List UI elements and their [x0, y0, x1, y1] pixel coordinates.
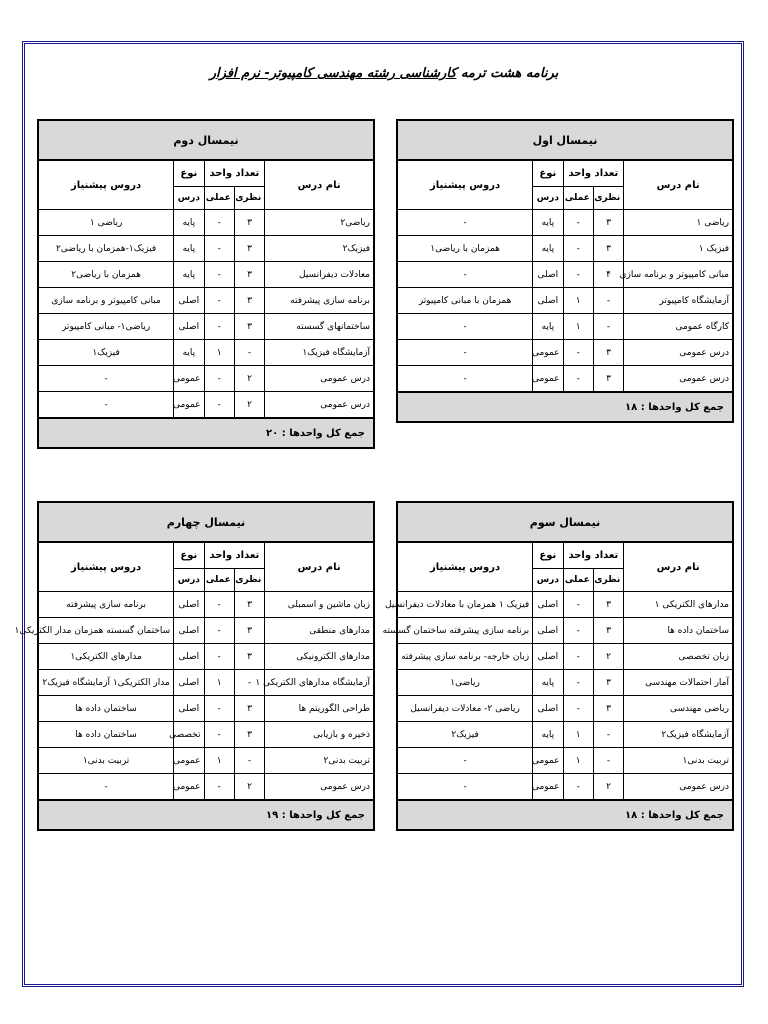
header-type-top: نوع — [174, 542, 204, 569]
course-name: درس عمومی — [265, 366, 374, 392]
course-prereq: زبان خارجه- برنامه سازی پیشرفته — [397, 644, 533, 670]
theory-units: ۳ — [593, 340, 623, 366]
course-type: اصلی — [174, 592, 204, 618]
theory-units: ۴ — [593, 262, 623, 288]
course-name: ریاضی۲ — [265, 210, 374, 236]
course-name: درس عمومی — [624, 774, 733, 801]
practical-units: - — [563, 592, 593, 618]
course-prereq: تربیت بدنی۱ — [38, 748, 174, 774]
practical-units: - — [204, 314, 234, 340]
practical-units: - — [563, 644, 593, 670]
course-name: ریاضی مهندسی — [624, 696, 733, 722]
course-row — [38, 722, 374, 748]
course-prereq: همزمان با ریاضی۱ — [397, 236, 533, 262]
course-row — [38, 340, 374, 366]
semester-2-table — [37, 119, 375, 449]
course-row — [397, 340, 733, 366]
course-prereq: ساختمان داده ها — [38, 722, 174, 748]
practical-units: - — [204, 592, 234, 618]
course-name: زبان ماشین و اسمبلی — [265, 592, 374, 618]
course-row — [38, 288, 374, 314]
course-name: ذخیره و بازیابی — [265, 722, 374, 748]
practical-units: - — [204, 236, 234, 262]
course-prereq: ریاضی ۱ — [38, 210, 174, 236]
theory-units: ۳ — [593, 696, 623, 722]
course-type: پایه — [533, 670, 563, 696]
course-name: تربیت بدنی۲ — [265, 748, 374, 774]
course-row — [38, 314, 374, 340]
practical-units: ۱ — [204, 340, 234, 366]
course-prereq: برنامه سازی پیشرفته ساختمان گسسته — [397, 618, 533, 644]
semester-3-table — [382, 501, 734, 831]
practical-units: - — [204, 392, 234, 419]
course-row — [38, 262, 374, 288]
course-row — [397, 748, 733, 774]
course-type: اصلی — [174, 314, 204, 340]
course-row — [397, 644, 733, 670]
course-name: ساختمان داده ها — [624, 618, 733, 644]
header-theory: نظری — [593, 569, 623, 592]
theory-units: ۳ — [234, 288, 264, 314]
theory-units: ۲ — [234, 392, 264, 419]
practical-units: - — [563, 774, 593, 801]
header-course-name: نام درس — [265, 160, 374, 210]
course-type: پایه — [533, 236, 563, 262]
course-type: عمومی — [533, 774, 563, 801]
course-row — [397, 288, 733, 314]
course-row — [38, 644, 374, 670]
course-prereq: - — [38, 774, 174, 801]
course-type: اصلی — [174, 618, 204, 644]
course-prereq: فیزیک۱ — [38, 340, 174, 366]
course-prereq: - — [397, 314, 533, 340]
semester-1-table — [396, 119, 734, 423]
practical-units: ۱ — [563, 288, 593, 314]
practical-units: - — [563, 618, 593, 644]
semester-total: جمع کل واحدها : ۱۸ — [397, 392, 733, 422]
course-name: برنامه سازی پیشرفته — [265, 288, 374, 314]
practical-units: - — [563, 670, 593, 696]
course-prereq: - — [38, 392, 174, 419]
course-type: پایه — [533, 722, 563, 748]
course-type: عمومی — [174, 748, 204, 774]
course-row — [38, 618, 374, 644]
practical-units: - — [563, 366, 593, 393]
course-type: اصلی — [533, 592, 563, 618]
course-name: درس عمومی — [624, 340, 733, 366]
course-prereq: برنامه سازی پیشرفته — [38, 592, 174, 618]
header-practical: عملی — [204, 569, 234, 592]
course-name: آزمایشگاه کامپیوتر — [624, 288, 733, 314]
semester-total: جمع کل واحدها : ۱۸ — [397, 800, 733, 830]
course-row — [38, 366, 374, 392]
course-type: پایه — [174, 210, 204, 236]
theory-units: ۳ — [593, 210, 623, 236]
course-name: طراحی الگوریتم ها — [265, 696, 374, 722]
course-row — [397, 592, 733, 618]
theory-units: ۳ — [593, 366, 623, 393]
semester-title: نیمسال اول — [397, 120, 733, 160]
practical-units: - — [563, 340, 593, 366]
course-type: اصلی — [174, 644, 204, 670]
practical-units: - — [204, 366, 234, 392]
course-row — [38, 236, 374, 262]
course-name: درس عمومی — [624, 366, 733, 393]
course-type: اصلی — [533, 288, 563, 314]
course-type: عمومی — [533, 340, 563, 366]
theory-units: ۳ — [593, 618, 623, 644]
theory-units: ۳ — [234, 236, 264, 262]
semester-4-table — [14, 501, 375, 831]
course-prereq: - — [397, 748, 533, 774]
theory-units: - — [593, 314, 623, 340]
course-name: تربیت بدنی۱ — [624, 748, 733, 774]
course-type: پایه — [174, 236, 204, 262]
course-type: اصلی — [533, 644, 563, 670]
course-prereq: همزمان با مبانی کامپیوتر — [397, 288, 533, 314]
header-type-top: نوع — [174, 160, 204, 187]
theory-units: - — [234, 670, 264, 696]
semester-total: جمع کل واحدها : ۱۹ — [38, 800, 374, 830]
theory-units: ۳ — [593, 592, 623, 618]
header-type-bottom: درس — [174, 569, 204, 592]
course-type: عمومی — [533, 748, 563, 774]
course-type: اصلی — [533, 696, 563, 722]
course-type: اصلی — [533, 262, 563, 288]
header-theory: نظری — [234, 569, 264, 592]
course-prereq: فیزیک۲ — [397, 722, 533, 748]
header-units: تعداد واحد — [563, 160, 624, 187]
header-prereq: دروس پیشنیاز — [38, 542, 174, 592]
theory-units: ۳ — [593, 670, 623, 696]
practical-units: - — [563, 696, 593, 722]
header-units: تعداد واحد — [204, 160, 265, 187]
practical-units: - — [204, 210, 234, 236]
course-row — [397, 774, 733, 801]
course-prereq: مدارهای الکتریکی۱ — [38, 644, 174, 670]
course-type: پایه — [174, 262, 204, 288]
course-row — [397, 314, 733, 340]
course-name: فیزیک۲ — [265, 236, 374, 262]
course-prereq: - — [397, 340, 533, 366]
course-type: عمومی — [533, 366, 563, 393]
course-prereq: - — [397, 210, 533, 236]
course-prereq: مبانی کامپیوتر و برنامه سازی — [38, 288, 174, 314]
page-title — [0, 66, 768, 81]
header-practical: عملی — [204, 187, 234, 210]
course-prereq: ساختمان گسسته همزمان مدار الکتریکی۱ — [38, 618, 174, 644]
practical-units: ۱ — [563, 722, 593, 748]
course-row — [38, 592, 374, 618]
course-type: اصلی — [533, 618, 563, 644]
course-type: عمومی — [174, 774, 204, 801]
practical-units: ۱ — [204, 670, 234, 696]
course-row — [38, 748, 374, 774]
header-type-bottom: درس — [533, 569, 563, 592]
course-prereq: مدار الکتریکی۱ آزمایشگاه فیزیک۲ — [38, 670, 174, 696]
header-type-bottom: درس — [533, 187, 563, 210]
course-prereq: ساختمان داده ها — [38, 696, 174, 722]
semester-title: نیمسال دوم — [38, 120, 374, 160]
course-row — [397, 236, 733, 262]
course-row — [397, 722, 733, 748]
course-name: آزمایشگاه فیزیک۲ — [624, 722, 733, 748]
header-theory: نظری — [593, 187, 623, 210]
course-name: معادلات دیفرانسیل — [265, 262, 374, 288]
course-name: آزمایشگاه مدارهای الکتریکی ۱ — [265, 670, 374, 696]
header-prereq: دروس پیشنیاز — [38, 160, 174, 210]
course-prereq: ریاضی ۲- معادلات دیفرانسیل — [397, 696, 533, 722]
course-type: اصلی — [174, 288, 204, 314]
course-name: ریاضی ۱ — [624, 210, 733, 236]
header-prereq: دروس پیشنیاز — [397, 542, 533, 592]
course-name: درس عمومی — [265, 774, 374, 801]
course-type: عمومی — [174, 392, 204, 419]
theory-units: ۲ — [593, 774, 623, 801]
practical-units: - — [204, 262, 234, 288]
course-type: عمومی — [174, 366, 204, 392]
course-name: مبانی کامپیوتر و برنامه سازی — [624, 262, 733, 288]
theory-units: ۳ — [234, 696, 264, 722]
course-type: اصلی — [174, 670, 204, 696]
practical-units: ۱ — [563, 748, 593, 774]
header-units: تعداد واحد — [204, 542, 265, 569]
course-prereq: ریاضی۱- مبانی کامپیوتر — [38, 314, 174, 340]
course-prereq: - — [397, 774, 533, 801]
practical-units: - — [204, 644, 234, 670]
header-prereq: دروس پیشنیاز — [397, 160, 533, 210]
theory-units: ۳ — [234, 592, 264, 618]
course-name: آمار احتمالات مهندسی — [624, 670, 733, 696]
header-type-top: نوع — [533, 160, 563, 187]
practical-units: - — [204, 696, 234, 722]
course-row — [38, 774, 374, 801]
theory-units: ۳ — [234, 644, 264, 670]
theory-units: - — [593, 722, 623, 748]
course-row — [397, 262, 733, 288]
course-row — [397, 696, 733, 722]
header-practical: عملی — [563, 187, 593, 210]
course-row — [38, 696, 374, 722]
course-name: ساختمانهای گسسته — [265, 314, 374, 340]
header-course-name: نام درس — [624, 160, 733, 210]
practical-units: - — [204, 722, 234, 748]
course-row — [38, 392, 374, 419]
course-row — [38, 210, 374, 236]
course-prereq: - — [38, 366, 174, 392]
course-type: اصلی — [174, 696, 204, 722]
header-type-bottom: درس — [174, 187, 204, 210]
course-row — [397, 670, 733, 696]
course-name: مدارهای الکتریکی ۱ — [624, 592, 733, 618]
theory-units: - — [234, 340, 264, 366]
header-practical: عملی — [563, 569, 593, 592]
course-name: زبان تخصصی — [624, 644, 733, 670]
theory-units: ۳ — [234, 618, 264, 644]
course-name: فیزیک ۱ — [624, 236, 733, 262]
practical-units: - — [204, 618, 234, 644]
practical-units: - — [563, 262, 593, 288]
header-course-name: نام درس — [265, 542, 374, 592]
course-name: درس عمومی — [265, 392, 374, 419]
theory-units: ۳ — [234, 262, 264, 288]
title-prefix: برنامه هشت ترمه — [460, 66, 559, 81]
course-row — [397, 618, 733, 644]
course-name: آزمایشگاه فیزیک۱ — [265, 340, 374, 366]
theory-units: - — [593, 748, 623, 774]
course-prereq: همزمان با ریاضی۲ — [38, 262, 174, 288]
theory-units: ۳ — [234, 722, 264, 748]
practical-units: ۱ — [204, 748, 234, 774]
semester-title: نیمسال سوم — [397, 502, 733, 542]
course-name: کارگاه عمومی — [624, 314, 733, 340]
header-type-top: نوع — [533, 542, 563, 569]
practical-units: - — [204, 288, 234, 314]
practical-units: - — [563, 210, 593, 236]
theory-units: - — [234, 748, 264, 774]
course-prereq: - — [397, 262, 533, 288]
course-row — [397, 366, 733, 393]
course-type: تخصصی — [174, 722, 204, 748]
practical-units: ۱ — [563, 314, 593, 340]
course-name: مدارهای الکترونیکی — [265, 644, 374, 670]
theory-units: ۲ — [234, 774, 264, 801]
course-type: پایه — [533, 314, 563, 340]
course-prereq: فیزیک۱-همزمان با ریاضی۲ — [38, 236, 174, 262]
header-units: تعداد واحد — [563, 542, 624, 569]
semester-total: جمع کل واحدها : ۲۰ — [38, 418, 374, 448]
theory-units: ۲ — [234, 366, 264, 392]
header-course-name: نام درس — [624, 542, 733, 592]
theory-units: ۳ — [593, 236, 623, 262]
practical-units: - — [563, 236, 593, 262]
theory-units: ۲ — [593, 644, 623, 670]
theory-units: ۳ — [234, 314, 264, 340]
practical-units: - — [204, 774, 234, 801]
course-row — [397, 210, 733, 236]
theory-units: ۳ — [234, 210, 264, 236]
course-name: مدارهای منطقی — [265, 618, 374, 644]
header-theory: نظری — [234, 187, 264, 210]
course-type: پایه — [533, 210, 563, 236]
theory-units: - — [593, 288, 623, 314]
semester-title: نیمسال چهارم — [38, 502, 374, 542]
course-prereq: ریاضی۱ — [397, 670, 533, 696]
course-prereq: - — [397, 366, 533, 393]
title-main: کارشناسی رشته مهندسی کامپیوتر- نرم افزار — [209, 66, 457, 81]
course-type: پایه — [174, 340, 204, 366]
course-row — [38, 670, 374, 696]
course-prereq: فیزیک ۱ همزمان با معادلات دیفرانسیل — [397, 592, 533, 618]
